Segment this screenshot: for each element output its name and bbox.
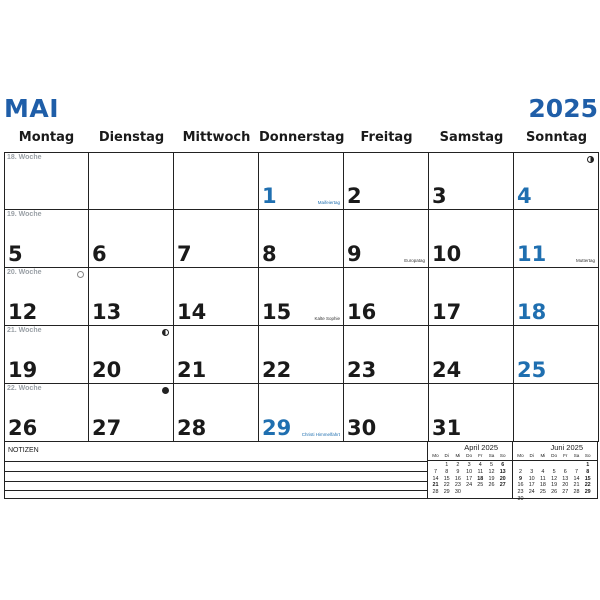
holiday-label: Kalte Sophie bbox=[314, 316, 340, 321]
weekday-label: Dienstag bbox=[98, 130, 165, 145]
mini-calendar-day: 13 bbox=[562, 475, 569, 482]
mini-calendar-weekday: Di bbox=[444, 453, 449, 458]
mini-calendar-day: 9 bbox=[456, 468, 460, 475]
mini-calendar-day: 9 bbox=[519, 475, 522, 482]
mini-calendar-day: 29 bbox=[443, 489, 450, 496]
note-line bbox=[5, 461, 427, 462]
mini-calendar-day: 30 bbox=[454, 489, 461, 496]
week-number: 20. Woche bbox=[7, 269, 42, 276]
mini-calendar-divider bbox=[513, 460, 597, 461]
day-number: 1 bbox=[262, 184, 277, 208]
mini-calendar-weekday: Di bbox=[529, 453, 534, 458]
day-cell[interactable] bbox=[344, 152, 429, 210]
note-line bbox=[5, 471, 427, 472]
mini-calendar-day: 19 bbox=[551, 482, 558, 489]
day-cell[interactable] bbox=[4, 326, 89, 384]
week-number: 18. Woche bbox=[7, 154, 42, 161]
mini-calendar-day: 12 bbox=[551, 475, 558, 482]
mini-calendar-day: 30 bbox=[517, 496, 524, 502]
mini-calendar-day: 28 bbox=[573, 489, 580, 496]
mini-calendar-day: 11 bbox=[540, 475, 546, 482]
mini-calendar-weekday: Mo bbox=[517, 453, 524, 458]
mini-calendar-day: 22 bbox=[443, 482, 450, 489]
full-moon-icon bbox=[77, 271, 84, 278]
day-cell[interactable] bbox=[514, 210, 599, 268]
mini-calendar-day: 23 bbox=[454, 482, 461, 489]
mini-calendar-day: 22 bbox=[584, 482, 591, 489]
mini-calendar-june bbox=[513, 442, 598, 502]
mini-calendar-day: 1 bbox=[445, 462, 449, 468]
mini-calendar-weekday: Fr bbox=[478, 453, 483, 458]
mini-calendar-day: 29 bbox=[584, 489, 591, 496]
day-number: 3 bbox=[432, 184, 447, 208]
day-number: 29 bbox=[262, 416, 292, 440]
mini-calendar-day: 21 bbox=[432, 482, 439, 489]
mini-calendar-day: 21 bbox=[573, 482, 580, 489]
week-number: 19. Woche bbox=[7, 211, 42, 218]
note-line bbox=[5, 481, 427, 482]
day-cell[interactable] bbox=[89, 326, 174, 384]
day-cell[interactable] bbox=[259, 268, 344, 326]
day-number: 13 bbox=[92, 300, 122, 324]
day-cell[interactable] bbox=[89, 210, 174, 268]
mini-calendar-day: 7 bbox=[434, 468, 437, 475]
mini-calendar-weekday: Fr bbox=[563, 453, 568, 458]
mini-calendar-weekday: Sa bbox=[573, 453, 580, 458]
mini-calendar-day: 20 bbox=[499, 475, 506, 482]
weekday-label: Donnerstag bbox=[259, 130, 345, 145]
holiday-label: Maifeiertag bbox=[317, 200, 340, 205]
day-number: 17 bbox=[432, 300, 462, 324]
day-cell[interactable] bbox=[259, 210, 344, 268]
mini-calendar-divider bbox=[428, 460, 512, 461]
mini-calendar-weekday: Do bbox=[551, 453, 558, 458]
day-number: 15 bbox=[262, 300, 292, 324]
note-line bbox=[5, 490, 427, 491]
day-cell[interactable] bbox=[344, 326, 429, 384]
day-number: 9 bbox=[347, 242, 362, 266]
mini-calendar-day: 5 bbox=[490, 462, 493, 468]
mini-calendar-day: 14 bbox=[432, 475, 439, 482]
day-number: 27 bbox=[92, 416, 122, 440]
mini-calendar-weekday: Sa bbox=[488, 453, 495, 458]
mini-calendar-weekday: Mi bbox=[540, 453, 546, 458]
mini-calendar-day: 26 bbox=[551, 489, 558, 496]
weekday-label: Freitag bbox=[360, 130, 413, 145]
day-cell[interactable] bbox=[344, 210, 429, 268]
day-cell[interactable] bbox=[174, 152, 259, 210]
mini-calendar-day: 7 bbox=[575, 468, 578, 475]
day-cell[interactable] bbox=[4, 152, 89, 210]
mini-calendar-day: 8 bbox=[445, 468, 449, 475]
day-cell[interactable] bbox=[514, 326, 599, 384]
day-cell[interactable] bbox=[174, 210, 259, 268]
month-title: MAI bbox=[4, 94, 60, 123]
day-cell[interactable] bbox=[89, 384, 174, 442]
weekday-label: Mittwoch bbox=[182, 130, 251, 145]
day-number: 7 bbox=[177, 242, 192, 266]
mini-calendar-april bbox=[428, 442, 513, 499]
day-cell[interactable] bbox=[344, 384, 429, 442]
weekday-header bbox=[4, 130, 598, 152]
day-cell[interactable] bbox=[514, 384, 599, 442]
holiday-label: Europatag bbox=[404, 258, 425, 263]
mini-calendar-day: 3 bbox=[467, 462, 471, 468]
day-cell[interactable] bbox=[4, 210, 89, 268]
mini-calendar-day: 18 bbox=[477, 475, 484, 482]
day-cell[interactable] bbox=[259, 326, 344, 384]
day-cell[interactable] bbox=[429, 210, 514, 268]
day-number: 16 bbox=[347, 300, 377, 324]
mini-calendar-weekday: Mo bbox=[432, 453, 439, 458]
mini-calendar-day: 17 bbox=[528, 482, 535, 489]
mini-calendar-day: 24 bbox=[466, 482, 473, 489]
mini-calendar-day: 23 bbox=[517, 489, 524, 496]
mini-calendar-day: 6 bbox=[563, 468, 567, 475]
mini-calendar-day: 10 bbox=[528, 475, 535, 482]
day-cell[interactable] bbox=[259, 384, 344, 442]
day-number: 11 bbox=[517, 242, 547, 266]
day-number: 19 bbox=[8, 358, 38, 382]
mini-calendar-day: 4 bbox=[541, 468, 545, 475]
day-number: 14 bbox=[177, 300, 207, 324]
week-number: 22. Woche bbox=[7, 385, 42, 392]
day-number: 25 bbox=[517, 358, 547, 382]
day-number: 6 bbox=[92, 242, 107, 266]
day-number: 22 bbox=[262, 358, 292, 382]
day-number: 5 bbox=[8, 242, 23, 266]
day-number: 31 bbox=[432, 416, 462, 440]
mini-calendar-title: April 2025 bbox=[464, 443, 498, 452]
mini-calendar-day: 19 bbox=[488, 475, 495, 482]
day-cell[interactable] bbox=[174, 268, 259, 326]
mini-calendar-weekday: Mi bbox=[455, 453, 461, 458]
day-cell[interactable] bbox=[344, 268, 429, 326]
notes-label: NOTIZEN bbox=[8, 447, 39, 454]
mini-calendar-day: 26 bbox=[488, 482, 495, 489]
day-number: 24 bbox=[432, 358, 462, 382]
mini-calendar-day: 17 bbox=[466, 475, 473, 482]
day-cell[interactable] bbox=[89, 268, 174, 326]
mini-calendar-day: 14 bbox=[573, 475, 580, 482]
day-cell[interactable] bbox=[514, 268, 599, 326]
day-number: 28 bbox=[177, 416, 207, 440]
day-cell[interactable] bbox=[4, 384, 89, 442]
mini-calendar-day: 28 bbox=[432, 489, 439, 496]
mini-calendar-day: 15 bbox=[584, 475, 591, 482]
mini-calendar-day: 8 bbox=[586, 468, 590, 475]
mini-calendar-day: 1 bbox=[586, 462, 590, 468]
weekday-label: Samstag bbox=[439, 130, 504, 145]
mini-calendar-day: 13 bbox=[499, 468, 506, 475]
mini-calendar-day: 16 bbox=[517, 482, 524, 489]
day-cell[interactable] bbox=[259, 152, 344, 210]
day-cell[interactable] bbox=[4, 268, 89, 326]
mini-calendar-weekday: Do bbox=[466, 453, 473, 458]
day-number: 20 bbox=[92, 358, 122, 382]
day-number: 21 bbox=[177, 358, 207, 382]
notes-area[interactable] bbox=[4, 442, 428, 499]
mini-calendar-day: 3 bbox=[530, 468, 534, 475]
mini-calendar-day: 16 bbox=[454, 475, 461, 482]
day-number: 26 bbox=[8, 416, 38, 440]
year-title: 2025 bbox=[528, 94, 598, 123]
new-moon-icon bbox=[162, 387, 169, 394]
mini-calendar-day: 5 bbox=[552, 468, 556, 475]
mini-calendar-day: 6 bbox=[501, 462, 505, 468]
day-cell[interactable] bbox=[174, 326, 259, 384]
mini-calendar-day: 18 bbox=[539, 482, 546, 489]
day-number: 23 bbox=[347, 358, 377, 382]
mini-calendar-day: 2 bbox=[456, 462, 460, 468]
mini-calendar-day: 25 bbox=[477, 482, 484, 489]
mini-calendar-title: Juni 2025 bbox=[550, 443, 583, 452]
first-moon-icon bbox=[587, 156, 594, 163]
mini-calendar-day: 11 bbox=[477, 468, 484, 475]
mini-calendar-weekday: So bbox=[499, 453, 506, 458]
day-cell[interactable] bbox=[429, 268, 514, 326]
mini-calendar-day: 10 bbox=[466, 468, 473, 475]
last-moon-icon bbox=[162, 329, 169, 336]
mini-calendar-day: 15 bbox=[443, 475, 450, 482]
mini-calendar-day: 2 bbox=[519, 468, 522, 475]
mini-calendar-day: 20 bbox=[562, 482, 569, 489]
mini-calendar-day: 4 bbox=[478, 462, 482, 468]
day-cell[interactable] bbox=[429, 384, 514, 442]
day-number: 18 bbox=[517, 300, 547, 324]
day-number: 2 bbox=[347, 184, 362, 208]
day-number: 10 bbox=[432, 242, 462, 266]
mini-calendar-day: 12 bbox=[488, 468, 495, 475]
mini-calendar-day: 27 bbox=[562, 489, 569, 496]
day-number: 30 bbox=[347, 416, 377, 440]
calendar-grid bbox=[4, 152, 598, 442]
week-number: 21. Woche bbox=[7, 327, 42, 334]
day-cell[interactable] bbox=[429, 152, 514, 210]
day-cell[interactable] bbox=[514, 152, 599, 210]
day-number: 4 bbox=[517, 184, 532, 208]
holiday-label: Muttertag bbox=[575, 258, 595, 263]
day-number: 8 bbox=[262, 242, 277, 266]
mini-calendar-weekday: So bbox=[584, 453, 591, 458]
weekday-label: Montag bbox=[18, 130, 75, 145]
mini-calendar-day: 25 bbox=[539, 489, 546, 496]
day-number: 12 bbox=[8, 300, 38, 324]
mini-calendar-day: 24 bbox=[528, 489, 535, 496]
day-cell[interactable] bbox=[429, 326, 514, 384]
holiday-label: Christi Himmelfahrt bbox=[301, 432, 340, 437]
day-cell[interactable] bbox=[174, 384, 259, 442]
mini-calendar-day: 27 bbox=[499, 482, 506, 489]
weekday-label: Sonntag bbox=[525, 130, 588, 145]
day-cell[interactable] bbox=[89, 152, 174, 210]
